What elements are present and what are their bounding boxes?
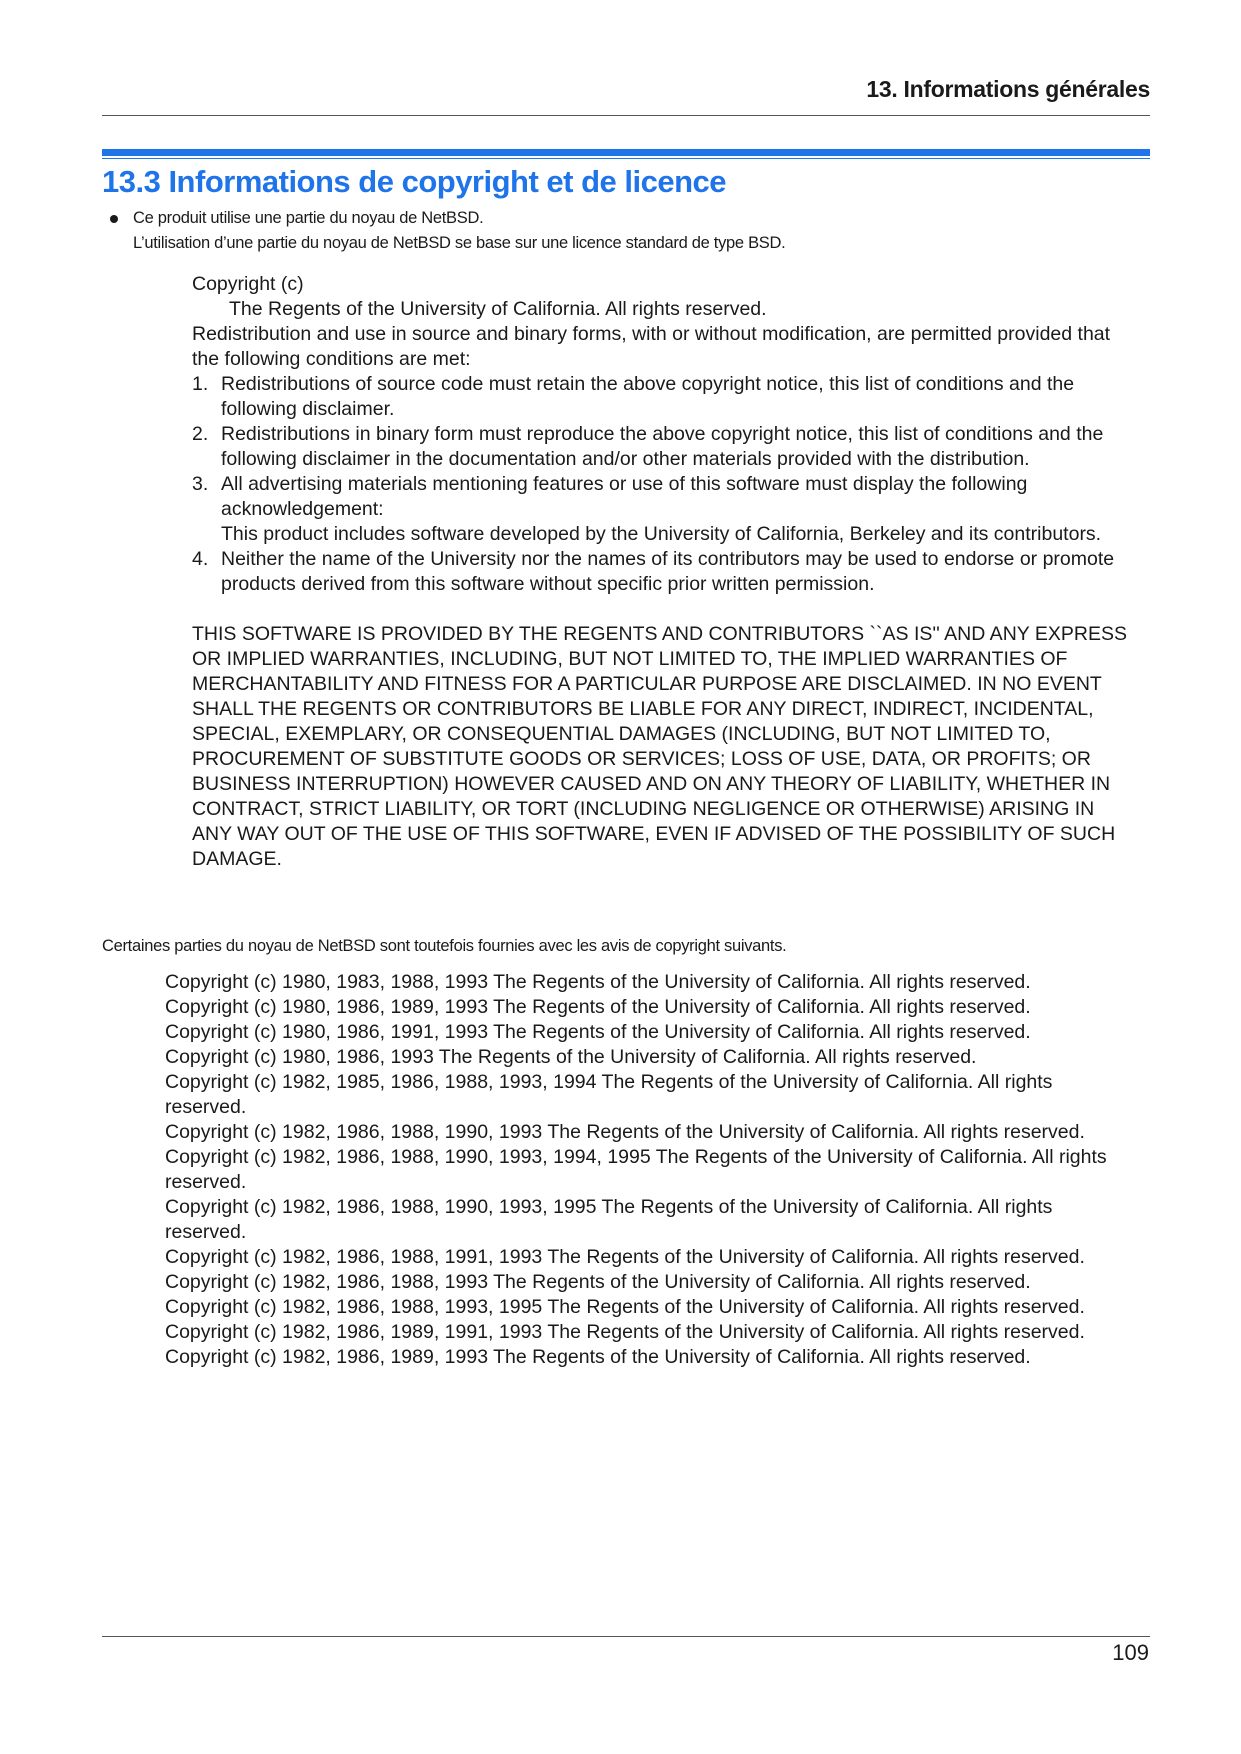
section-title-rule [102,158,1150,159]
footer-rule [102,1636,1150,1637]
intro-line-1: Ce produit utilise une partie du noyau de NetBSD. [133,209,484,227]
copyright-notice: Copyright (c) 1980, 1986, 1993 The Regents of the University of California. All rights reserved. [165,1046,977,1068]
intro-bullet [102,206,785,256]
copyright-notice: Copyright (c) 1980, 1986, 1989, 1993 The Regents of the University of California. All rights reserved. [165,996,1031,1018]
license-block [192,272,1127,872]
condition-number: 2. [192,423,209,445]
copyright-notice: Copyright (c) 1982, 1986, 1989, 1993 The Regents of the University of California. All rights reserved. [165,1346,1031,1368]
section-title: 13.3 Informations de copyright et de licence [102,164,727,199]
condition-text: Neither the name of the University nor the names of its contributors may be used to endorse or promote products derived from this software without specific prior written permission. [221,548,1115,595]
copyright-notice: Copyright (c) 1982, 1986, 1988, 1990, 1993, 1994, 1995 The Regents of the University of California. All rights reserved. [165,1146,1107,1193]
condition-text: Redistributions in binary form must reproduce the above copyright notice, this list of conditions and the following disclaimer in the documentation and/or other materials provided with the distribution. [221,423,1104,470]
condition-text: Redistributions of source code must retain the above copyright notice, this list of conditions and the following disclaimer. [221,373,1075,420]
condition-item [192,547,1122,597]
copyright-notice: Copyright (c) 1982, 1986, 1988, 1991, 1993 The Regents of the University of California. All rights reserved. [165,1246,1085,1268]
bullet-icon [110,215,118,223]
condition-number: 1. [192,373,209,395]
copyright-notice: Copyright (c) 1982, 1986, 1988, 1993, 1995 The Regents of the University of California. All rights reserved. [165,1296,1085,1318]
copyright-notice: Copyright (c) 1982, 1986, 1989, 1991, 1993 The Regents of the University of California. All rights reserved. [165,1321,1085,1343]
condition-item [192,472,1122,547]
condition-item [192,422,1122,472]
condition-acknowledgement: This product includes software developed by the University of California, Berkeley and its contributors. [221,523,1102,545]
page-number: 109 [1112,1640,1149,1665]
license-preamble: Redistribution and use in source and binary forms, with or without modification, are permitted provided that the following conditions are met: [192,323,1111,370]
intro-line-2: L’utilisation d’une partie du noyau de NetBSD se base sur une licence standard de type BSD. [133,234,786,252]
condition-number: 3. [192,473,209,495]
notices-intro: Certaines parties du noyau de NetBSD sont toutefois fournies avec les avis de copyright suivants. [102,937,787,955]
license-holder-line: The Regents of the University of California. All rights reserved. [229,298,767,320]
copyright-notices-list [165,970,1125,1370]
copyright-notice: Copyright (c) 1980, 1986, 1991, 1993 The Regents of the University of California. All rights reserved. [165,1021,1031,1043]
copyright-notice: Copyright (c) 1982, 1986, 1988, 1990, 1993 The Regents of the University of California. All rights reserved. [165,1121,1085,1143]
license-copyright-line: Copyright (c) [192,273,304,295]
copyright-notice: Copyright (c) 1982, 1986, 1988, 1990, 1993, 1995 The Regents of the University of California. All rights reserved. [165,1196,1053,1243]
copyright-notice: Copyright (c) 1982, 1985, 1986, 1988, 1993, 1994 The Regents of the University of California. All rights reserved. [165,1071,1053,1118]
chapter-header: 13. Informations générales [866,76,1150,102]
section-title-bar [102,149,1150,156]
header-rule [102,115,1150,116]
condition-number: 4. [192,548,209,570]
copyright-notice: Copyright (c) 1980, 1983, 1988, 1993 The Regents of the University of California. All rights reserved. [165,971,1031,993]
license-disclaimer: THIS SOFTWARE IS PROVIDED BY THE REGENTS AND CONTRIBUTORS ``AS IS'' AND ANY EXPRESS OR IMPLIED WARRANTIES, INCLUDING, BUT NOT LIMITED TO, THE IMPLIED WARRANTIES OF MERCHANTABILITY AND FITNESS FOR A PARTICULAR PURPOSE ARE DISCLAIMED. IN NO EVENT SHALL THE REGENTS OR CONTRIBUTORS BE LIABLE FOR ANY DIRECT, INDIRECT, INCIDENTAL, SPECIAL, EXEMPLARY, OR CONSEQUENTIAL DAMAGES (INCLUDING, BUT NOT LIMITED TO, PROCUREMENT OF SUBSTITUTE GOODS OR SERVICES; LOSS OF USE, DATA, OR PROFITS; OR BUSINESS INTERRUPTION) HOWEVER CAUSED AND ON ANY THEORY OF LIABILITY, WHETHER IN CONTRACT, STRICT LIABILITY, OR TORT (INCLUDING NEGLIGENCE OR OTHERWISE) ARISING IN ANY WAY OUT OF THE USE OF THIS SOFTWARE, EVEN IF ADVISED OF THE POSSIBILITY OF SUCH DAMAGE. [192,623,1127,870]
copyright-notice: Copyright (c) 1982, 1986, 1988, 1993 The Regents of the University of California. All rights reserved. [165,1271,1031,1293]
license-conditions [192,372,1122,597]
condition-text: All advertising materials mentioning features or use of this software must display the following acknowledgement: [221,473,1028,520]
condition-item [192,372,1122,422]
